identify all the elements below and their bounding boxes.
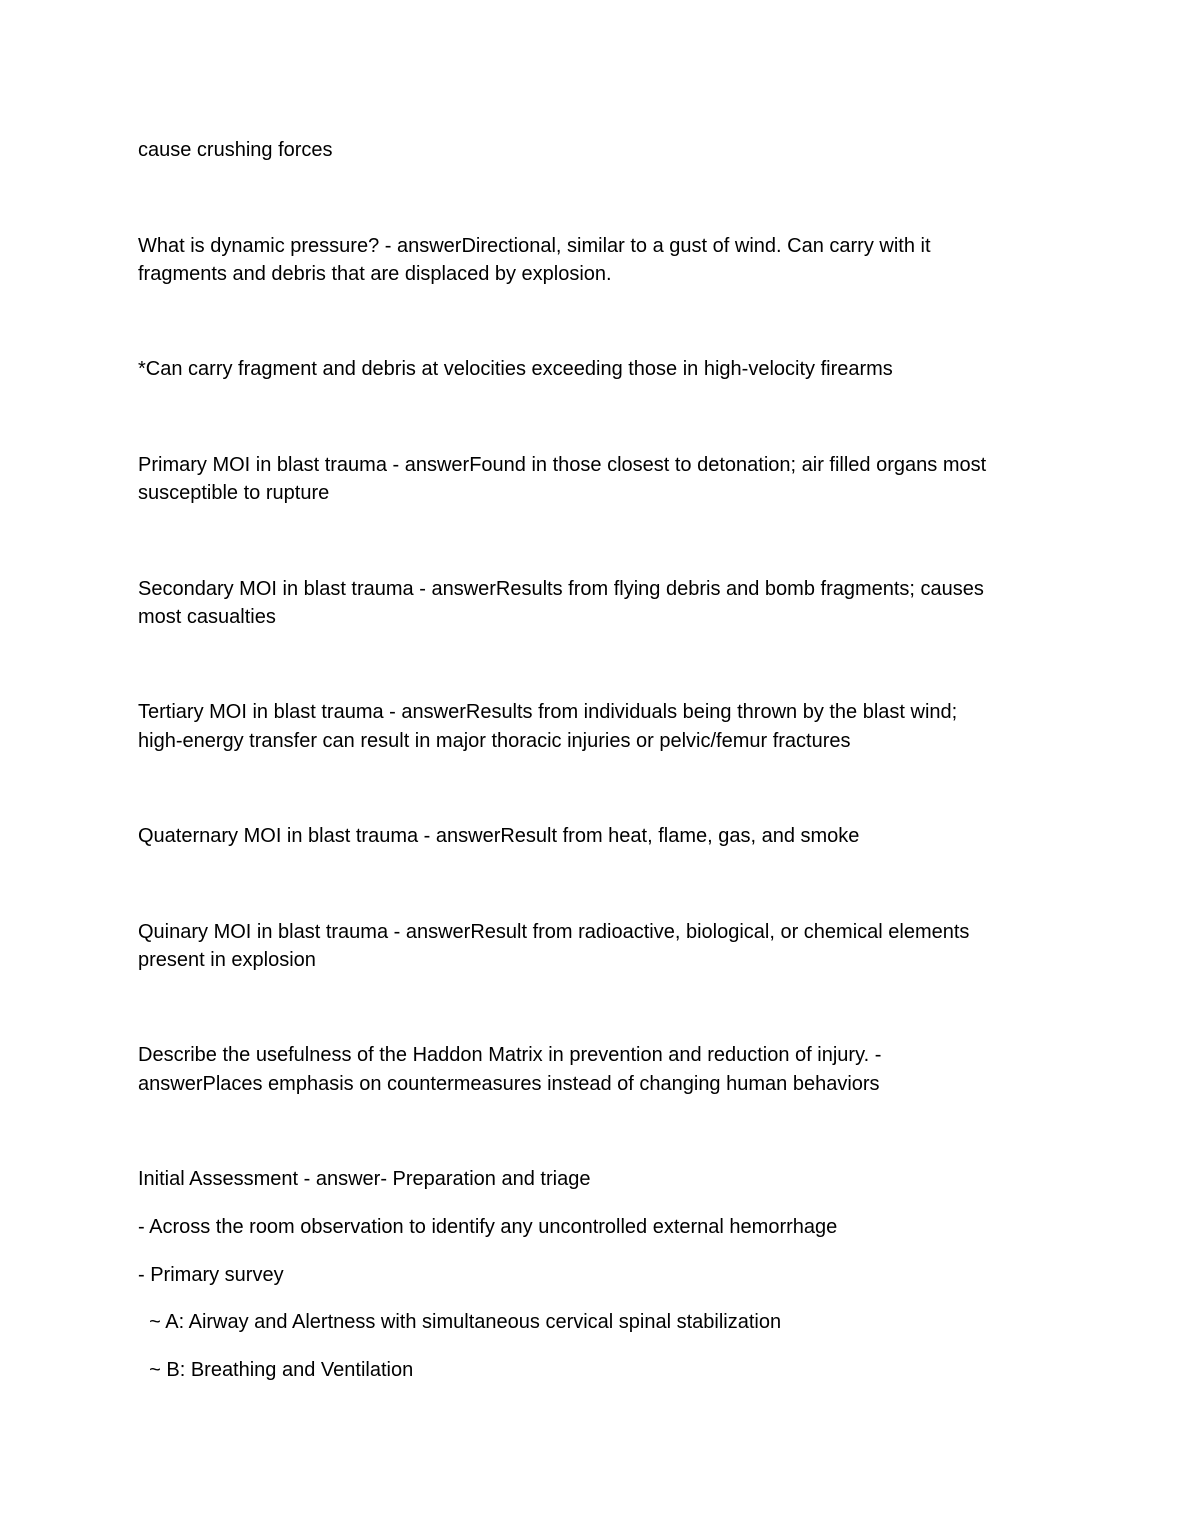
text-line: Quinary MOI in blast trauma - answerResult from radioactive, biological, or chemical elements: [138, 921, 970, 943]
text-line: Secondary MOI in blast trauma - answerResults from flying debris and bomb fragments; causes: [138, 578, 984, 600]
text-line: Tertiary MOI in blast trauma - answerResults from individuals being thrown by the blast wind;: [138, 701, 958, 723]
text-line: - Across the room observation to identify any uncontrolled external hemorrhage: [138, 1216, 838, 1238]
text-line: ~ A: Airway and Alertness with simultaneous cervical spinal stabilization: [138, 1311, 782, 1333]
text-line: Initial Assessment - answer- Preparation and triage: [138, 1168, 591, 1190]
text-line: high-energy transfer can result in major thoracic injuries or pelvic/femur fractures: [138, 730, 851, 752]
text-line: Primary MOI in blast trauma - answerFound in those closest to detonation; air filled organs most: [138, 454, 987, 476]
text-line: present in explosion: [138, 949, 316, 971]
text-line: Quaternary MOI in blast trauma - answerResult from heat, flame, gas, and smoke: [138, 825, 860, 847]
text-line: answerPlaces emphasis on countermeasures instead of changing human behaviors: [138, 1073, 880, 1095]
text-line: cause crushing forces: [138, 139, 333, 161]
text-line: Describe the usefulness of the Haddon Matrix in prevention and reduction of injury. -: [138, 1044, 882, 1066]
text-line: What is dynamic pressure? - answerDirectional, similar to a gust of wind. Can carry with it: [138, 235, 931, 257]
text-line: - Primary survey: [138, 1264, 284, 1286]
text-line: susceptible to rupture: [138, 482, 330, 504]
text-line: fragments and debris that are displaced by explosion.: [138, 263, 612, 285]
text-line: most casualties: [138, 606, 276, 628]
text-line: *Can carry fragment and debris at velocities exceeding those in high-velocity firearms: [138, 358, 893, 380]
text-line: ~ B: Breathing and Ventilation: [138, 1359, 414, 1381]
